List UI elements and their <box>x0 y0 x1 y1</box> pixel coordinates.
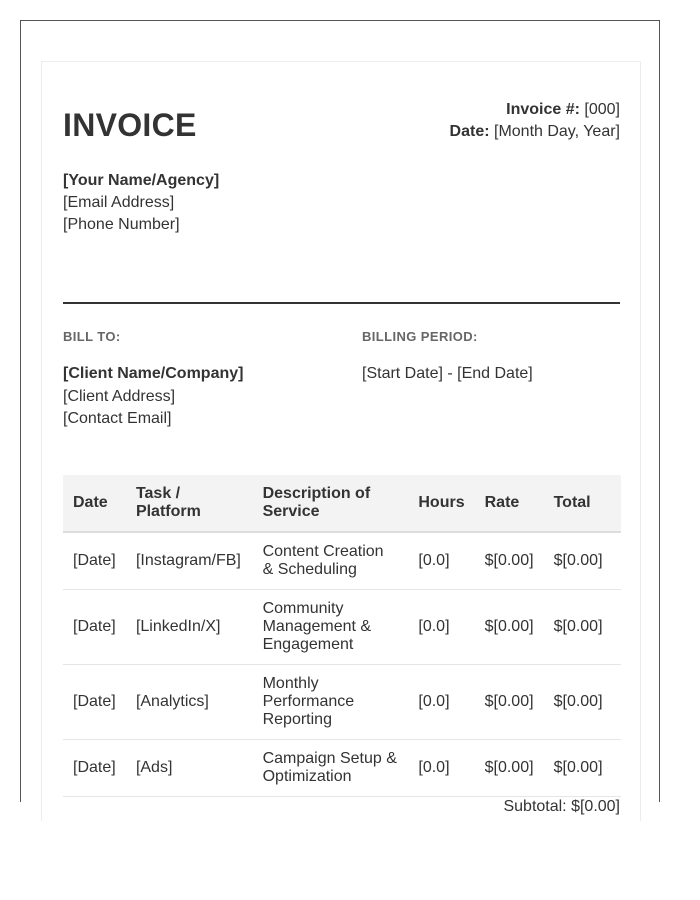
table-header-row <box>63 475 621 532</box>
client-name: [Client Name/Company] <box>63 365 244 382</box>
client-email: [Contact Email] <box>63 410 172 427</box>
bill-to-label: BILL TO: <box>63 329 121 344</box>
invoice-date-value: [Month Day, Year] <box>489 123 620 140</box>
invoice-sheet <box>41 61 641 821</box>
invoice-title: INVOICE <box>63 107 197 143</box>
cell-description: Content Creation & Scheduling <box>253 532 409 590</box>
cell-total: $[0.00] <box>544 740 621 797</box>
table-row <box>63 665 621 740</box>
invoice-date-label: Date: <box>449 123 490 140</box>
sender-name: [Your Name/Agency] <box>63 172 220 189</box>
cell-hours: [0.0] <box>408 665 474 740</box>
cell-description: Campaign Setup & Optimization <box>253 740 409 797</box>
header-total: Total <box>544 475 621 532</box>
document-frame <box>20 20 660 815</box>
header-rate: Rate <box>475 475 544 532</box>
cell-rate: $[0.00] <box>475 665 544 740</box>
header-hours: Hours <box>408 475 474 532</box>
cell-date: [Date] <box>63 590 126 665</box>
cell-description: Community Management & Engagement <box>253 590 409 665</box>
cell-hours: [0.0] <box>408 590 474 665</box>
cell-task: [LinkedIn/X] <box>126 590 253 665</box>
cell-total: $[0.00] <box>544 532 621 590</box>
sender-block <box>63 170 219 236</box>
billing-period-label: BILLING PERIOD: <box>362 329 478 344</box>
cell-rate: $[0.00] <box>475 590 544 665</box>
cell-task: [Analytics] <box>126 665 253 740</box>
cell-task: [Ads] <box>126 740 253 797</box>
cell-task: [Instagram/FB] <box>126 532 253 590</box>
invoice-meta <box>450 99 620 143</box>
cell-date: [Date] <box>63 532 126 590</box>
header-date: Date <box>63 475 126 532</box>
line-items-table <box>63 475 621 797</box>
cell-rate: $[0.00] <box>475 532 544 590</box>
cell-hours: [0.0] <box>408 740 474 797</box>
table-row <box>63 740 621 797</box>
header-task: Task / Platform <box>126 475 253 532</box>
sender-email: [Email Address] <box>63 194 175 211</box>
invoice-number-line <box>450 99 620 121</box>
billing-period-value: [Start Date] - [End Date] <box>362 365 533 382</box>
subtotal: Subtotal: $[0.00] <box>503 798 620 815</box>
invoice-number-value: [000] <box>579 101 620 118</box>
cell-total: $[0.00] <box>544 665 621 740</box>
table-row <box>63 532 621 590</box>
billing-period-block <box>362 329 533 386</box>
client-address: [Client Address] <box>63 387 176 405</box>
cell-description: Monthly Performance Reporting <box>253 665 409 740</box>
invoice-date-line <box>450 121 620 143</box>
table-row <box>63 590 621 665</box>
cell-date: [Date] <box>63 665 126 740</box>
cell-rate: $[0.00] <box>475 740 544 797</box>
sender-phone: [Phone Number] <box>63 216 180 233</box>
cell-total: $[0.00] <box>544 590 621 665</box>
invoice-header <box>63 99 620 304</box>
cell-date: [Date] <box>63 740 126 797</box>
cell-hours: [0.0] <box>408 532 474 590</box>
invoice-number-label: Invoice #: <box>506 101 580 118</box>
bill-to-block <box>63 329 243 431</box>
header-description: Description of Service <box>253 475 409 532</box>
